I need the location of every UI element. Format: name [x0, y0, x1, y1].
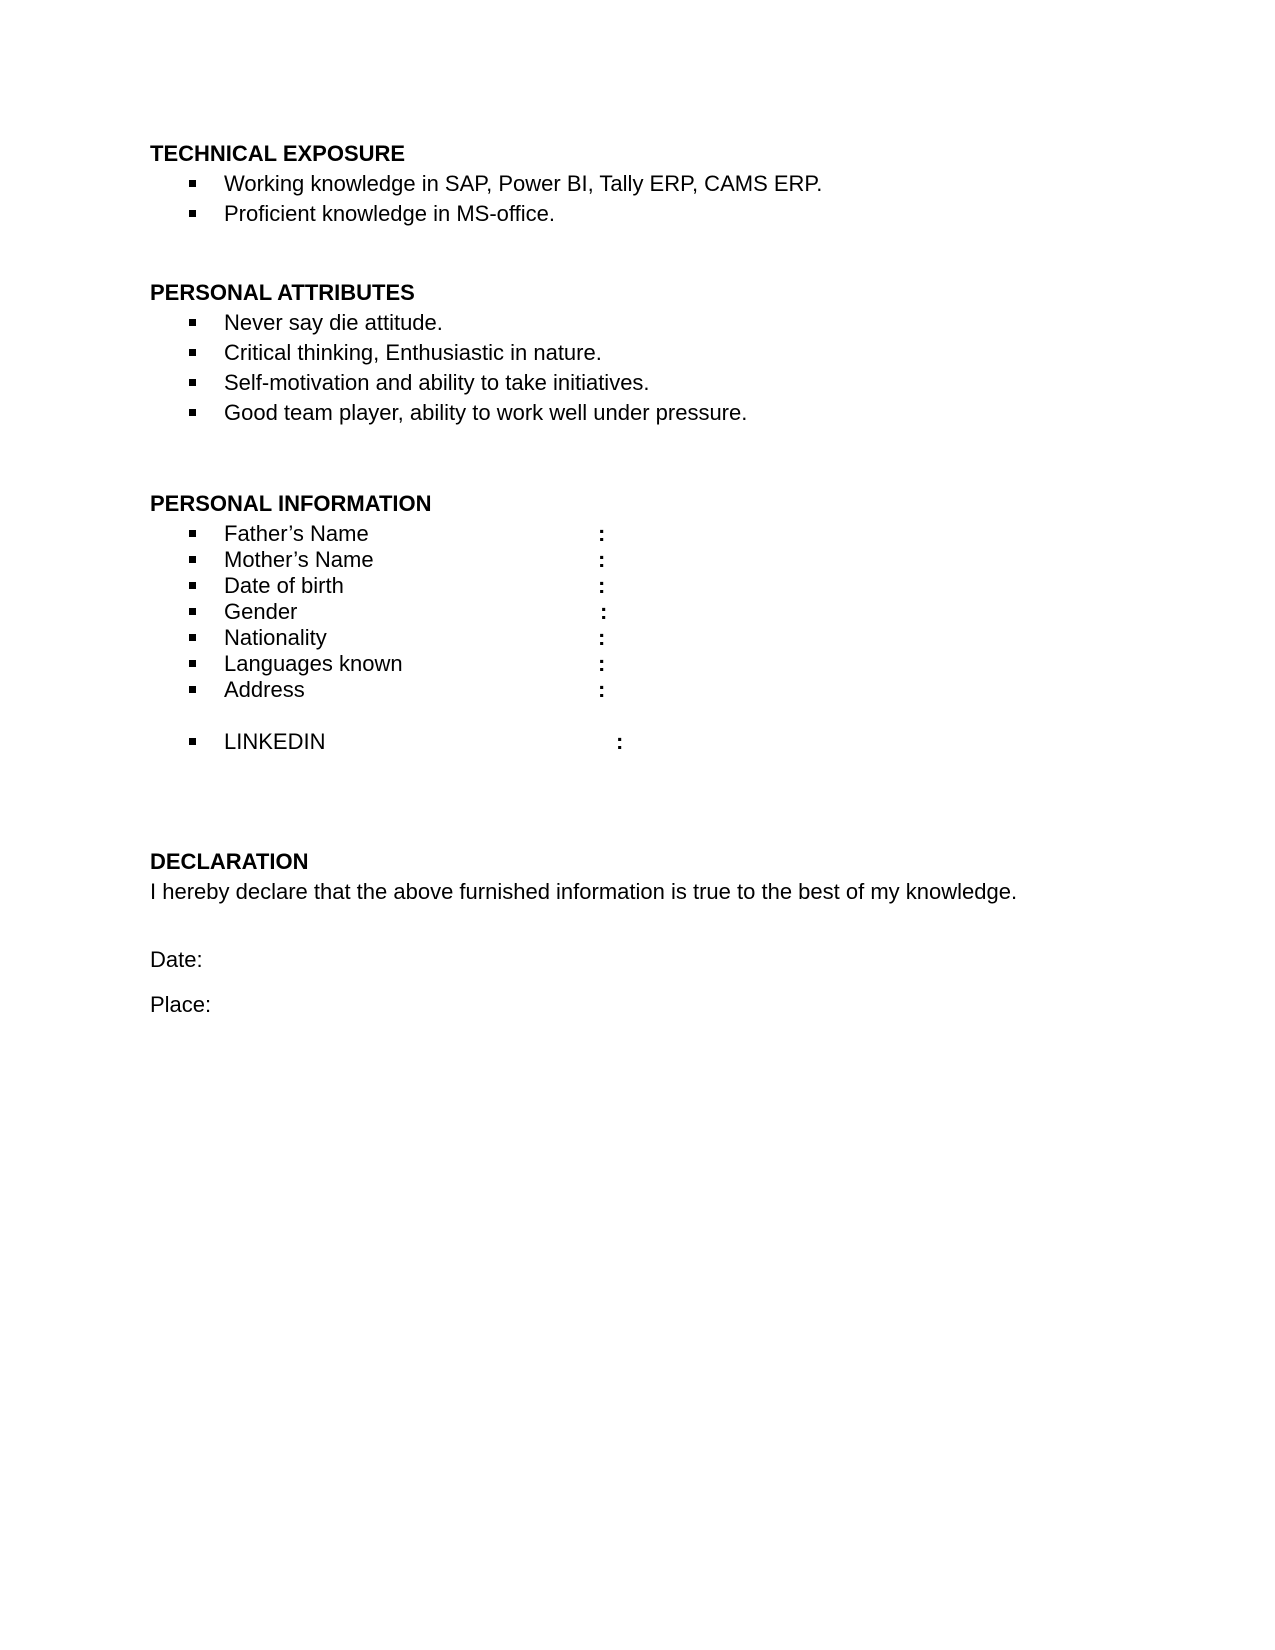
- list-item-text: Working knowledge in SAP, Power BI, Tally ERP, CAMS ERP.: [224, 171, 823, 196]
- square-bullet-icon: [189, 409, 196, 416]
- square-bullet-icon: [189, 582, 196, 589]
- personal-attributes-heading: PERSONAL ATTRIBUTES: [150, 280, 415, 305]
- info-label: Nationality: [224, 625, 327, 650]
- declaration-text: I hereby declare that the above furnished information is true to the best of my knowledge.: [150, 879, 1018, 904]
- date-label: Date:: [150, 947, 203, 972]
- info-separator: :: [616, 729, 624, 754]
- info-separator: :: [598, 625, 606, 650]
- square-bullet-icon: [189, 210, 196, 217]
- square-bullet-icon: [189, 349, 196, 356]
- square-bullet-icon: [189, 180, 196, 187]
- square-bullet-icon: [189, 319, 196, 326]
- list-item-text: Good team player, ability to work well under pressure.: [224, 400, 748, 425]
- list-item-text: Self-motivation and ability to take initiatives.: [224, 370, 650, 395]
- square-bullet-icon: [189, 608, 196, 615]
- info-label: Languages known: [224, 651, 403, 676]
- personal-information-heading: PERSONAL INFORMATION: [150, 491, 432, 516]
- square-bullet-icon: [189, 738, 196, 745]
- list-item-text: Proficient knowledge in MS-office.: [224, 201, 555, 226]
- square-bullet-icon: [189, 660, 196, 667]
- list-item-text: Never say die attitude.: [224, 310, 443, 335]
- info-separator: :: [598, 521, 606, 546]
- info-label: Mother’s Name: [224, 547, 374, 572]
- info-label: Date of birth: [224, 573, 344, 598]
- place-label: Place:: [150, 992, 212, 1017]
- info-label: LINKEDIN: [224, 729, 326, 754]
- info-separator: :: [600, 599, 608, 624]
- declaration-heading: DECLARATION: [150, 849, 309, 874]
- info-label: Address: [224, 677, 305, 702]
- square-bullet-icon: [189, 556, 196, 563]
- square-bullet-icon: [189, 379, 196, 386]
- technical-exposure-heading: TECHNICAL EXPOSURE: [150, 141, 406, 166]
- square-bullet-icon: [189, 686, 196, 693]
- info-separator: :: [598, 651, 606, 676]
- info-label: Gender: [224, 599, 298, 624]
- square-bullet-icon: [189, 634, 196, 641]
- info-separator: :: [598, 677, 606, 702]
- info-separator: :: [598, 547, 606, 572]
- info-label: Father’s Name: [224, 521, 369, 546]
- list-item-text: Critical thinking, Enthusiastic in nature.: [224, 340, 602, 365]
- info-separator: :: [598, 573, 606, 598]
- square-bullet-icon: [189, 530, 196, 537]
